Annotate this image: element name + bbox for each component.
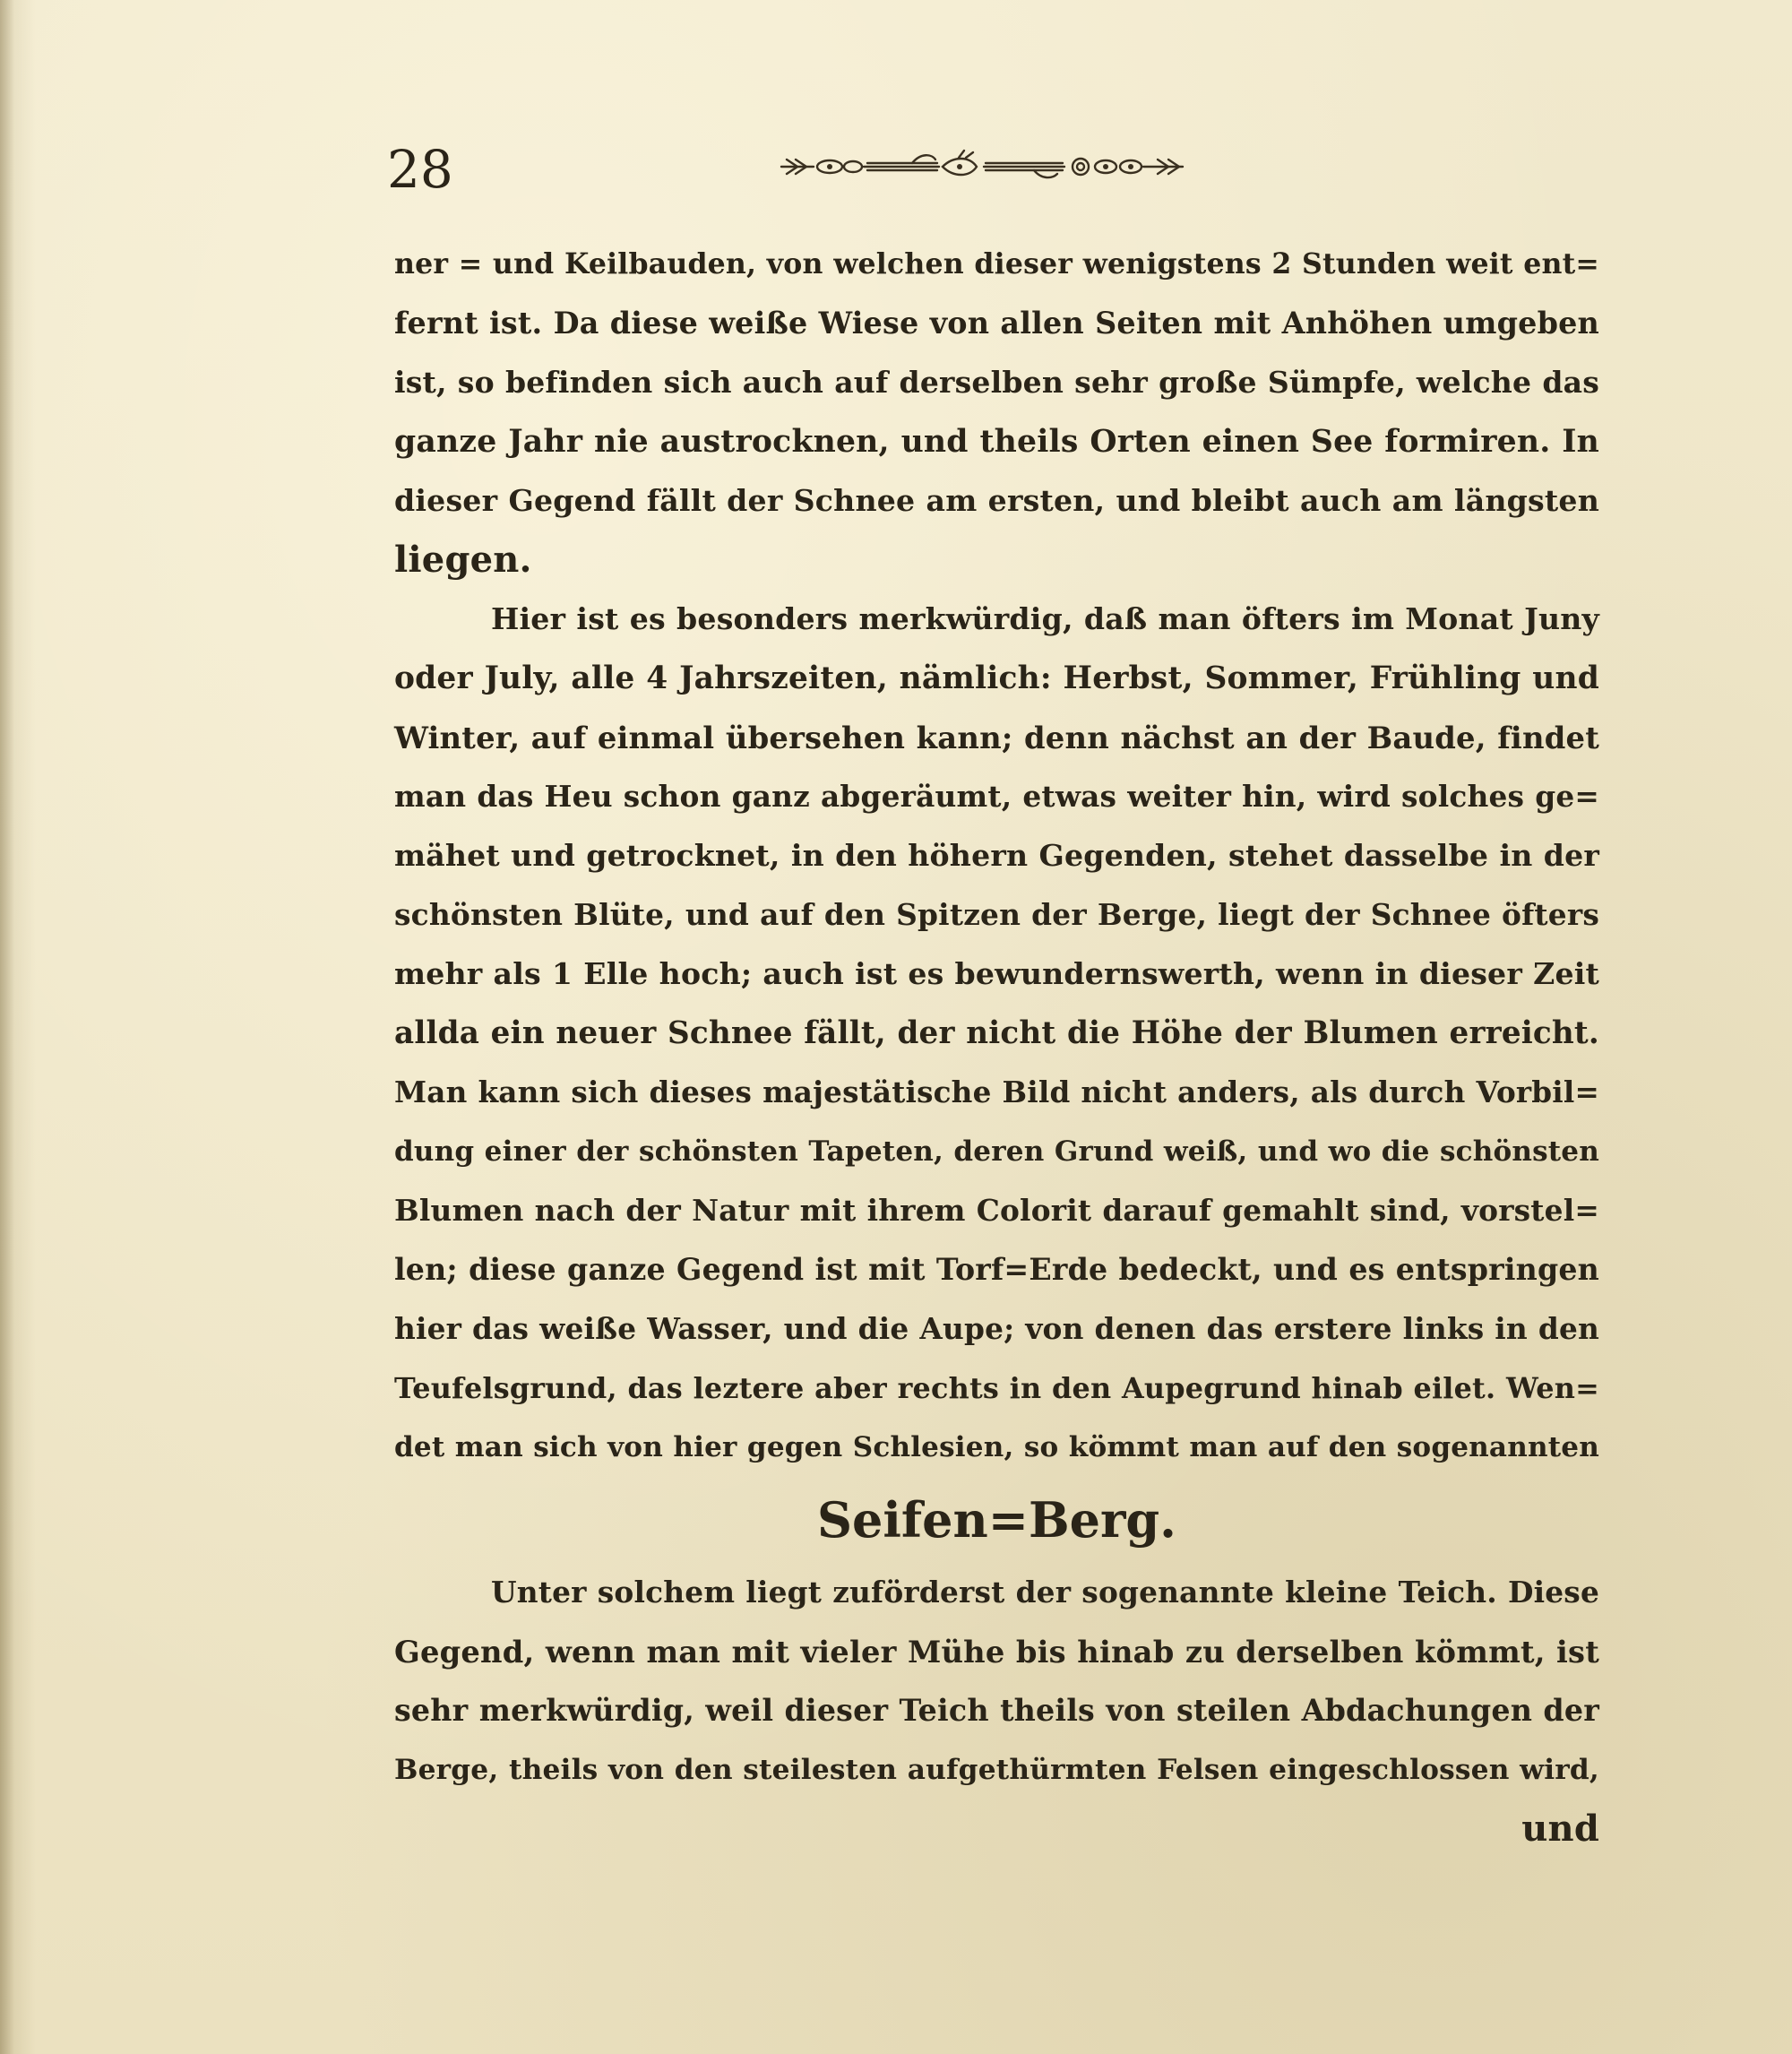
- text-line: hier das weiße Wasser, und die Aupe; von denen das erstere links in den: [394, 1311, 1599, 1346]
- text-line: liegen.: [394, 539, 532, 581]
- text-line: Hier ist es besonders merkwürdig, daß man öfters im Monat Juny: [491, 601, 1599, 636]
- text-line: fernt ist. Da diese weiße Wiese von allen Seiten mit Anhöhen umgeben: [394, 306, 1599, 341]
- text-line: Man kann sich dieses majestätische Bild nicht anders, als durch Vorbil=: [394, 1074, 1599, 1109]
- text-line: allda ein neuer Schnee fällt, der nicht die Höhe der Blumen erreicht.: [394, 1015, 1599, 1051]
- text-line: ganze Jahr nie austrocknen, und theils Orten einen See formiren. In: [394, 424, 1599, 460]
- text-line: Winter, auf einmal übersehen kann; denn nächst an der Baude, findet: [394, 720, 1599, 755]
- page-gutter-shadow: [0, 0, 14, 2054]
- text-line: dieser Gegend fällt der Schnee am ersten, und bleibt auch am längsten: [394, 483, 1599, 518]
- section-heading: Seifen=Berg.: [817, 1491, 1176, 1549]
- text-line: Gegend, wenn man mit vieler Mühe bis hinab zu derselben kömmt, ist: [394, 1634, 1599, 1670]
- decorative-flourish-rule: [778, 147, 1190, 186]
- text-line: Teufelsgrund, das leztere aber rechts in den Aupegrund hinab eilet. Wen=: [394, 1371, 1599, 1405]
- text-line: sehr merkwürdig, weil dieser Teich theils von steilen Abdachungen der: [394, 1693, 1599, 1728]
- text-line: det man sich von hier gegen Schlesien, so kömmt man auf den sogenannten: [394, 1431, 1599, 1463]
- text-line: dung einer der schönsten Tapeten, deren Grund weiß, und wo die schönsten: [394, 1135, 1599, 1168]
- catchword: und: [1521, 1808, 1599, 1850]
- text-line: Unter solchem liegt zuförderst der sogenannte kleine Teich. Diese: [491, 1575, 1599, 1610]
- text-line: schönsten Blüte, und auf den Spitzen der Berge, liegt der Schnee öfters: [394, 897, 1599, 932]
- page-number: 28: [387, 139, 453, 200]
- text-line: mehr als 1 Elle hoch; auch ist es bewundernswerth, wenn in dieser Zeit: [394, 956, 1599, 991]
- text-line: Blumen nach der Natur mit ihrem Colorit darauf gemahlt sind, vorstel=: [394, 1193, 1599, 1228]
- text-line: oder July, alle 4 Jahrszeiten, nämlich: Herbst, Sommer, Frühling und: [394, 660, 1599, 696]
- text-line: man das Heu schon ganz abgeräumt, etwas weiter hin, wird solches ge=: [394, 779, 1599, 814]
- text-line: len; diese ganze Gegend ist mit Torf=Erde bedeckt, und es entspringen: [394, 1252, 1599, 1287]
- text-line: Berge, theils von den steilesten aufgethürmten Felsen eingeschlossen wird,: [394, 1754, 1599, 1786]
- text-line: ist, so befinden sich auch auf derselben sehr große Sümpfe, welche das: [394, 365, 1599, 400]
- text-line: mähet und getrocknet, in den höhern Gegenden, stehet dasselbe in der: [394, 838, 1599, 873]
- body-text: [394, 235, 1599, 1859]
- text-line: ner = und Keilbauden, von welchen dieser wenigstens 2 Stunden weit ent=: [394, 247, 1599, 280]
